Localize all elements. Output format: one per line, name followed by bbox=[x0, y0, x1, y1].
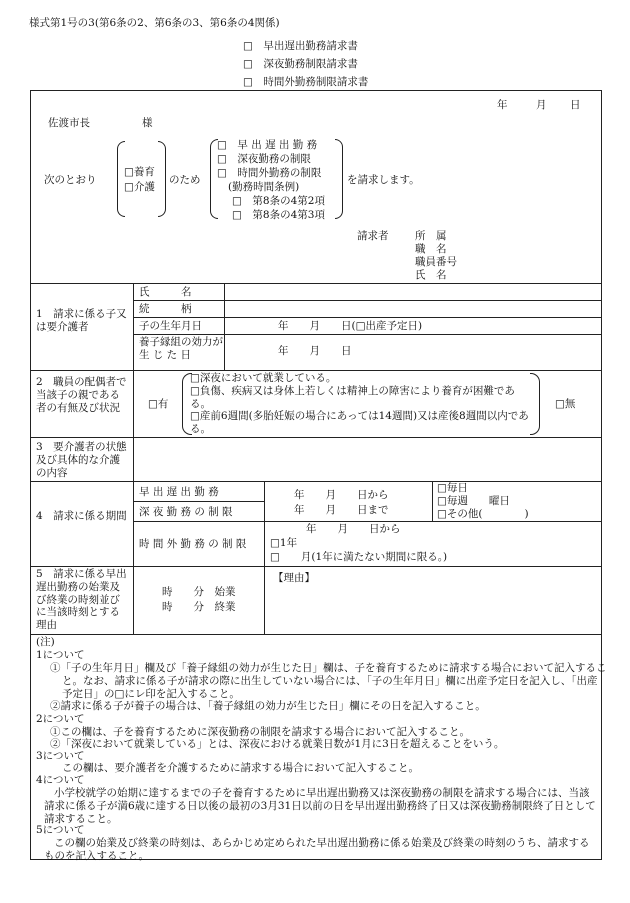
rule bbox=[133, 283, 134, 370]
requester-employee-number[interactable]: 職員番号 bbox=[415, 256, 457, 268]
sec2-label: 2 職員の配偶者で当該子の親である者の有無及び状況 bbox=[36, 376, 127, 414]
note-heading-5: 5について bbox=[36, 824, 85, 836]
rule bbox=[133, 481, 134, 566]
rule bbox=[30, 437, 602, 438]
sec1-name-label: 氏 名 bbox=[139, 286, 192, 298]
rule bbox=[133, 317, 602, 318]
sec2-yes-checkbox[interactable]: □有 bbox=[148, 398, 169, 410]
form-number: 様式第1号の3(第6条の2、第6条の3、第6条の4関係) bbox=[29, 17, 280, 29]
sec4-ot-one-year[interactable]: □1年 bbox=[270, 537, 298, 549]
care-brace-right bbox=[158, 141, 166, 217]
sec4-ot-months[interactable]: □ 月(1年に満たない期間に限る。) bbox=[270, 551, 448, 563]
request-brace-right bbox=[335, 139, 343, 219]
sec4-until-date[interactable]: 年 月 日まで bbox=[294, 504, 389, 516]
sec4-from-date[interactable]: 年 月 日から bbox=[294, 489, 389, 501]
sec1-adoption-label: 養子縁組の効力が 生 じ た 日 bbox=[139, 336, 223, 361]
date-month[interactable]: 月 bbox=[536, 99, 547, 111]
sec4-freq-daily[interactable]: □毎日 bbox=[437, 482, 468, 494]
note-1-2: ②請求に係る子が養子の場合は、「養子縁組の効力が生じた日」欄にその日を記入すること。 bbox=[50, 700, 486, 712]
sec4-early-late-label: 早 出 遅 出 勤 務 bbox=[139, 486, 219, 498]
note-2-1: ①この欄は、子を養育するために深夜勤務の制限を請求する場合において記入すること。 bbox=[50, 726, 470, 738]
rule bbox=[133, 334, 602, 335]
note-1-1: ①「子の生年月日」欄及び「養子縁組の効力が生じた日」欄は、子を養育するために請求する場合において記入すること。なお、請求に係る子が請求の際に出生していない場合には、「子の生年月日」欄に出産予定日を記入し、「出産予定日」の□にレ印を記入すること。 bbox=[50, 662, 607, 700]
sec3-label: 3 要介護者の状態及び具体的な介護の内容 bbox=[36, 441, 127, 479]
sec4-label: 4 請求に係る期間 bbox=[36, 510, 127, 522]
sec5-start-time[interactable]: 時 分 始業 bbox=[162, 586, 236, 598]
sec1-relation-label: 続 柄 bbox=[139, 303, 192, 315]
sec5-label: 5 請求に係る早出遅出勤務の始業及び終業の時刻並びに当該時刻とする理由 bbox=[36, 568, 127, 632]
title-option-early-late[interactable]: □ 早出遅出勤務請求書 bbox=[243, 40, 358, 52]
request-overtime-limit[interactable]: □ 時間外勤務の制限 bbox=[217, 167, 322, 179]
note-4: 小学校就学の始期に達するまでの子を養育するために早出遅出勤務又は深夜勤務の制限を請求する場合には、当該請求に係る子が満6歳に達する日以後の最初の3月31日以前の日を早出遅出勤務終了日又は深夜勤務制限終了日として請求すること。 bbox=[44, 787, 596, 825]
rule bbox=[224, 283, 225, 370]
requester-department[interactable]: 所 属 bbox=[415, 230, 447, 242]
sec5-reason-label[interactable]: 【理由】 bbox=[273, 572, 315, 584]
care-brace-left bbox=[117, 141, 125, 217]
sec5-end-time[interactable]: 時 分 終業 bbox=[162, 601, 236, 613]
intro-for-text: のため bbox=[169, 174, 201, 186]
note-3: この欄は、要介護者を介護するために請求する場合において記入すること。 bbox=[62, 762, 419, 774]
rule bbox=[30, 283, 602, 284]
requester-label: 請求者 bbox=[357, 230, 389, 242]
request-clause-3[interactable]: □ 第8条の4第3項 bbox=[232, 209, 325, 221]
note-heading-1: 1について bbox=[36, 649, 85, 661]
rule bbox=[133, 566, 134, 634]
rule bbox=[30, 370, 602, 371]
requester-name[interactable]: 氏 名 bbox=[415, 269, 447, 281]
note-5: この欄の始業及び終業の時刻は、あらかじめ定められた早出遅出勤務に係る始業及び終業の時刻のうち、請求するものを記入すること。 bbox=[44, 837, 590, 862]
sec4-night-label: 深 夜 勤 務 の 制 限 bbox=[139, 506, 233, 518]
request-early-late[interactable]: □ 早 出 遅 出 勤 務 bbox=[217, 139, 318, 151]
sec1-adoption-value[interactable]: 年 月 日 bbox=[278, 345, 352, 357]
request-night-limit[interactable]: □ 深夜勤務の制限 bbox=[217, 153, 311, 165]
rule bbox=[133, 521, 602, 522]
sec2-condition-maternity[interactable]: □産前6週間(多胎妊娠の場合にあっては14週間)又は産後8週間以内である。 bbox=[190, 410, 529, 435]
rule bbox=[133, 501, 264, 502]
sec4-ot-from-date[interactable]: 年 月 日から bbox=[306, 523, 401, 535]
rule bbox=[432, 481, 433, 521]
rule bbox=[133, 370, 134, 437]
title-option-overtime[interactable]: □ 時間外勤務制限請求書 bbox=[243, 76, 369, 88]
rule bbox=[133, 300, 602, 301]
sec2-condition-disability[interactable]: □負傷、疾病又は身体上若しくは精神上の障害により養育が困難である。 bbox=[190, 385, 515, 410]
note-2-2: ②「深夜において就業している」とは、深夜における就業日数が1月に3日を超えることをいう。 bbox=[50, 738, 505, 750]
rule bbox=[264, 481, 265, 566]
sec1-birthdate-value[interactable]: 年 月 日(□出産予定日) bbox=[278, 320, 423, 332]
sec1-label: 1 請求に係る子又は要介護者 bbox=[36, 308, 127, 333]
care-option-childcare[interactable]: □養育 bbox=[124, 166, 155, 178]
rule bbox=[133, 437, 134, 481]
addressee-name: 佐渡市長 bbox=[48, 117, 90, 129]
title-option-night[interactable]: □ 深夜勤務制限請求書 bbox=[243, 58, 358, 70]
intro-prefix: 次のとおり bbox=[44, 174, 97, 186]
request-ordinance: (勤務時間条例) bbox=[228, 181, 300, 193]
rule bbox=[264, 566, 265, 634]
rule bbox=[30, 481, 602, 482]
notes-header: (注) bbox=[36, 636, 55, 648]
addressee-honorific: 様 bbox=[142, 117, 153, 129]
request-clause-2[interactable]: □ 第8条の4第2項 bbox=[232, 195, 325, 207]
note-heading-4: 4について bbox=[36, 774, 85, 786]
sec4-freq-other[interactable]: □その他( ) bbox=[437, 508, 529, 520]
sec2-condition-night[interactable]: □深夜において就業している。 bbox=[190, 372, 337, 384]
care-option-nursing[interactable]: □介護 bbox=[124, 181, 155, 193]
note-heading-2: 2について bbox=[36, 713, 85, 725]
date-day[interactable]: 日 bbox=[570, 99, 581, 111]
sec1-birthdate-label: 子の生年月日 bbox=[139, 320, 202, 332]
sec4-overtime-label: 時 間 外 勤 務 の 制 限 bbox=[139, 538, 247, 550]
requester-position[interactable]: 職 名 bbox=[415, 243, 447, 255]
sec4-freq-weekly[interactable]: □毎週 曜日 bbox=[437, 495, 510, 507]
intro-suffix: を請求します。 bbox=[347, 174, 420, 186]
note-heading-3: 3について bbox=[36, 750, 85, 762]
date-year[interactable]: 年 bbox=[497, 99, 508, 111]
rule bbox=[30, 634, 602, 635]
sec2-no-checkbox[interactable]: □無 bbox=[555, 398, 576, 410]
rule bbox=[30, 566, 602, 567]
